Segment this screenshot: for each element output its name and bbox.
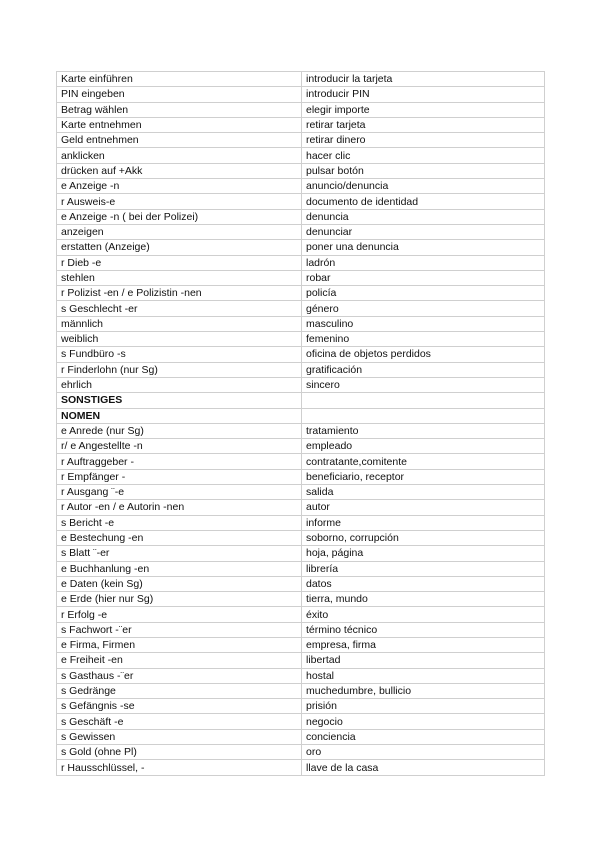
- german-term-cell: s Fachwort -¨er: [57, 622, 302, 637]
- vocab-row: [57, 362, 545, 377]
- vocab-row: [57, 87, 545, 102]
- german-term-cell: s Gedränge: [57, 683, 302, 698]
- german-term-cell: s Gefängnis -se: [57, 699, 302, 714]
- vocab-row: [57, 653, 545, 668]
- spanish-translation-cell: muchedumbre, bullicio: [302, 683, 545, 698]
- spanish-translation-cell: oficina de objetos perdidos: [302, 347, 545, 362]
- spanish-translation-cell: contratante,comitente: [302, 454, 545, 469]
- german-term-cell: ehrlich: [57, 377, 302, 392]
- spanish-translation-cell: término técnico: [302, 622, 545, 637]
- german-term-cell: r Ausweis-e: [57, 194, 302, 209]
- spanish-translation-cell: prisión: [302, 699, 545, 714]
- german-term-cell: s Bericht -e: [57, 515, 302, 530]
- vocab-row: [57, 224, 545, 239]
- vocab-row: [57, 439, 545, 454]
- german-term-cell: SONSTIGES: [57, 393, 302, 408]
- vocab-row: [57, 194, 545, 209]
- vocab-row: [57, 485, 545, 500]
- spanish-translation-cell: salida: [302, 485, 545, 500]
- german-term-cell: r Dieb -e: [57, 255, 302, 270]
- vocab-row: [57, 607, 545, 622]
- german-term-cell: r Erfolg -e: [57, 607, 302, 622]
- german-term-cell: s Geschäft -e: [57, 714, 302, 729]
- vocab-row: [57, 530, 545, 545]
- german-term-cell: anklicken: [57, 148, 302, 163]
- german-term-cell: e Firma, Firmen: [57, 637, 302, 652]
- spanish-translation-cell: retirar tarjeta: [302, 117, 545, 132]
- spanish-translation-cell: conciencia: [302, 729, 545, 744]
- vocabulary-table: [56, 71, 545, 776]
- vocab-row: [57, 347, 545, 362]
- german-term-cell: Karte entnehmen: [57, 117, 302, 132]
- spanish-translation-cell: éxito: [302, 607, 545, 622]
- vocab-row: [57, 714, 545, 729]
- vocab-row: [57, 148, 545, 163]
- vocab-row: [57, 561, 545, 576]
- spanish-translation-cell: hacer clic: [302, 148, 545, 163]
- german-term-cell: e Bestechung -en: [57, 530, 302, 545]
- spanish-translation-cell: oro: [302, 745, 545, 760]
- german-term-cell: r Hausschlüssel, -: [57, 760, 302, 775]
- spanish-translation-cell: robar: [302, 270, 545, 285]
- vocab-row: [57, 72, 545, 87]
- german-term-cell: s Gasthaus -¨er: [57, 668, 302, 683]
- vocab-row: [57, 163, 545, 178]
- german-term-cell: stehlen: [57, 270, 302, 285]
- vocab-row: [57, 179, 545, 194]
- german-term-cell: drücken auf +Akk: [57, 163, 302, 178]
- spanish-translation-cell: [302, 393, 545, 408]
- german-term-cell: e Erde (hier nur Sg): [57, 592, 302, 607]
- vocabulary-table-body: [57, 72, 545, 776]
- vocab-row: [57, 102, 545, 117]
- german-term-cell: weiblich: [57, 332, 302, 347]
- spanish-translation-cell: empresa, firma: [302, 637, 545, 652]
- vocab-row: [57, 683, 545, 698]
- german-term-cell: PIN eingeben: [57, 87, 302, 102]
- german-term-cell: r Auftraggeber -: [57, 454, 302, 469]
- spanish-translation-cell: hostal: [302, 668, 545, 683]
- spanish-translation-cell: autor: [302, 500, 545, 515]
- spanish-translation-cell: llave de la casa: [302, 760, 545, 775]
- german-term-cell: r Ausgang ¨-e: [57, 485, 302, 500]
- german-term-cell: r Empfänger -: [57, 469, 302, 484]
- german-term-cell: Betrag wählen: [57, 102, 302, 117]
- spanish-translation-cell: [302, 408, 545, 423]
- german-term-cell: e Freiheit -en: [57, 653, 302, 668]
- german-term-cell: s Gold (ohne Pl): [57, 745, 302, 760]
- german-term-cell: männlich: [57, 316, 302, 331]
- vocab-row: [57, 270, 545, 285]
- spanish-translation-cell: ladrón: [302, 255, 545, 270]
- german-term-cell: s Blatt ¨-er: [57, 546, 302, 561]
- spanish-translation-cell: pulsar botón: [302, 163, 545, 178]
- spanish-translation-cell: empleado: [302, 439, 545, 454]
- spanish-translation-cell: librería: [302, 561, 545, 576]
- vocab-row: [57, 209, 545, 224]
- vocab-row: [57, 469, 545, 484]
- spanish-translation-cell: tierra, mundo: [302, 592, 545, 607]
- spanish-translation-cell: masculino: [302, 316, 545, 331]
- spanish-translation-cell: documento de identidad: [302, 194, 545, 209]
- spanish-translation-cell: retirar dinero: [302, 133, 545, 148]
- german-term-cell: e Buchhanlung -en: [57, 561, 302, 576]
- spanish-translation-cell: soborno, corrupción: [302, 530, 545, 545]
- vocab-row: [57, 301, 545, 316]
- vocab-row: [57, 454, 545, 469]
- spanish-translation-cell: tratamiento: [302, 423, 545, 438]
- vocab-row: [57, 729, 545, 744]
- german-term-cell: s Geschlecht -er: [57, 301, 302, 316]
- spanish-translation-cell: negocio: [302, 714, 545, 729]
- section-header-row: [57, 393, 545, 408]
- spanish-translation-cell: introducir PIN: [302, 87, 545, 102]
- spanish-translation-cell: sincero: [302, 377, 545, 392]
- vocab-row: [57, 117, 545, 132]
- german-term-cell: e Anzeige -n: [57, 179, 302, 194]
- spanish-translation-cell: informe: [302, 515, 545, 530]
- german-term-cell: NOMEN: [57, 408, 302, 423]
- german-term-cell: s Gewissen: [57, 729, 302, 744]
- vocab-row: [57, 332, 545, 347]
- vocab-row: [57, 133, 545, 148]
- spanish-translation-cell: libertad: [302, 653, 545, 668]
- spanish-translation-cell: policía: [302, 286, 545, 301]
- spanish-translation-cell: elegir importe: [302, 102, 545, 117]
- spanish-translation-cell: denunciar: [302, 224, 545, 239]
- vocab-row: [57, 745, 545, 760]
- vocab-row: [57, 255, 545, 270]
- vocab-row: [57, 423, 545, 438]
- spanish-translation-cell: introducir la tarjeta: [302, 72, 545, 87]
- vocab-row: [57, 668, 545, 683]
- vocab-row: [57, 316, 545, 331]
- german-term-cell: Karte einführen: [57, 72, 302, 87]
- german-term-cell: e Daten (kein Sg): [57, 576, 302, 591]
- spanish-translation-cell: poner una denuncia: [302, 240, 545, 255]
- vocab-row: [57, 377, 545, 392]
- spanish-translation-cell: femenino: [302, 332, 545, 347]
- spanish-translation-cell: datos: [302, 576, 545, 591]
- german-term-cell: e Anrede (nur Sg): [57, 423, 302, 438]
- spanish-translation-cell: beneficiario, receptor: [302, 469, 545, 484]
- german-term-cell: anzeigen: [57, 224, 302, 239]
- vocab-row: [57, 699, 545, 714]
- section-header-row: [57, 408, 545, 423]
- german-term-cell: Geld entnehmen: [57, 133, 302, 148]
- vocab-row: [57, 240, 545, 255]
- german-term-cell: s Fundbüro -s: [57, 347, 302, 362]
- vocab-row: [57, 576, 545, 591]
- vocab-row: [57, 546, 545, 561]
- vocab-row: [57, 622, 545, 637]
- german-term-cell: r Autor -en / e Autorin -nen: [57, 500, 302, 515]
- vocab-row: [57, 760, 545, 775]
- vocab-row: [57, 286, 545, 301]
- german-term-cell: e Anzeige -n ( bei der Polizei): [57, 209, 302, 224]
- spanish-translation-cell: hoja, página: [302, 546, 545, 561]
- spanish-translation-cell: gratificación: [302, 362, 545, 377]
- german-term-cell: r Finderlohn (nur Sg): [57, 362, 302, 377]
- spanish-translation-cell: género: [302, 301, 545, 316]
- german-term-cell: r/ e Angestellte -n: [57, 439, 302, 454]
- vocab-row: [57, 637, 545, 652]
- vocab-row: [57, 500, 545, 515]
- vocab-row: [57, 515, 545, 530]
- spanish-translation-cell: anuncio/denuncia: [302, 179, 545, 194]
- german-term-cell: erstatten (Anzeige): [57, 240, 302, 255]
- spanish-translation-cell: denuncia: [302, 209, 545, 224]
- german-term-cell: r Polizist -en / e Polizistin -nen: [57, 286, 302, 301]
- vocab-row: [57, 592, 545, 607]
